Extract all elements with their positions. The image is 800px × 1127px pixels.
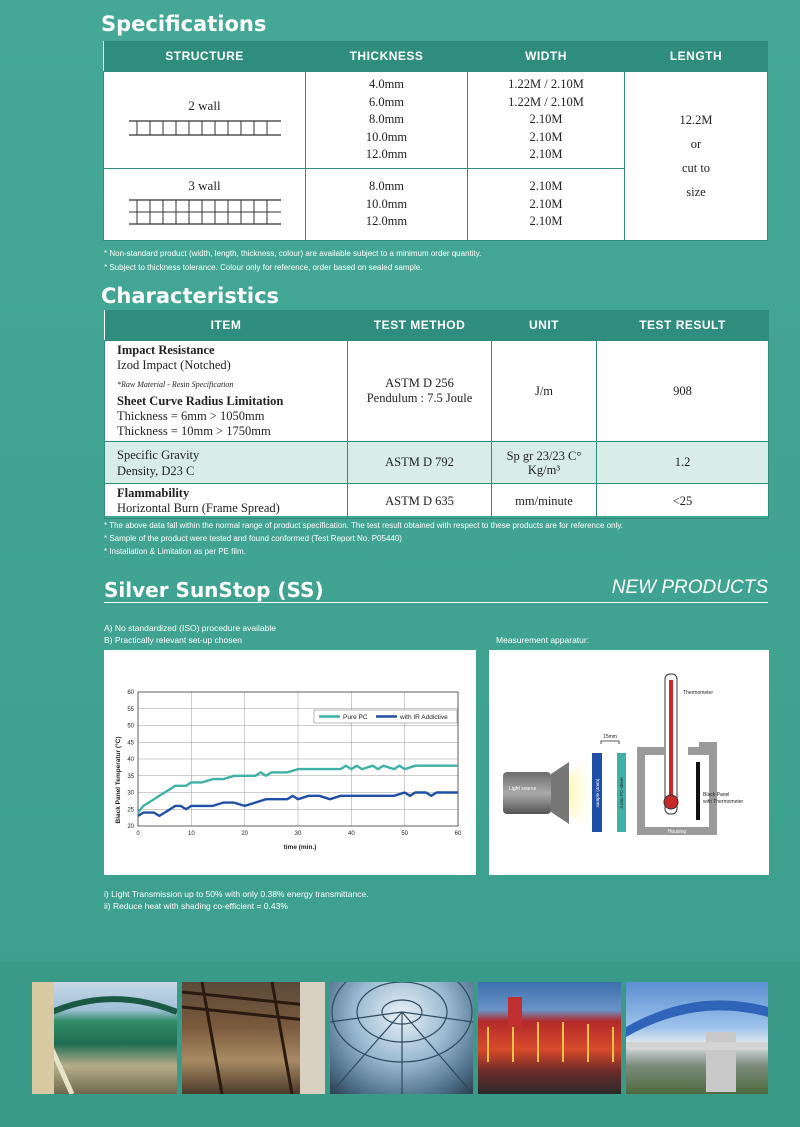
length-value: size (686, 185, 706, 199)
method-value: ASTM D 256 (385, 376, 454, 390)
char-note-2: * Sample of the product were tested and found conformed (Test Report No. P05440) (104, 534, 402, 543)
section-divider (104, 602, 768, 603)
thickness-value: 6.0mm (368, 94, 405, 109)
silver-sunstop-title: Silver SunStop (SS) (104, 578, 324, 602)
width-value: 1.22M / 2.10M (508, 94, 584, 109)
project-photo-strip (32, 982, 768, 1094)
header-item: ITEM (105, 310, 348, 341)
header-test-method: TEST METHOD (348, 310, 492, 341)
width-value: 1.22M / 2.10M (508, 77, 584, 92)
y-tick-label: 20 (127, 824, 134, 830)
black-panel-label-2: with Thermometer (703, 799, 744, 805)
temperature-chart (104, 650, 476, 875)
photo-overpass (626, 982, 768, 1094)
legend-ir-additive: with IR Addictive (400, 714, 448, 721)
flammability-sub: Horizontal Burn (Frame Spread) (117, 501, 280, 515)
width-2wall (468, 72, 625, 169)
thickness-value: 12.0mm (365, 147, 408, 162)
thickness-value: 12.0mm (365, 214, 408, 229)
photo-storefront (478, 982, 621, 1094)
gap-label: 15mm (603, 734, 617, 740)
curve-radius-title: Sheet Curve Radius Limitation (117, 394, 284, 408)
unit-flammability: mm/minute (492, 484, 597, 519)
black-panel (696, 762, 700, 820)
light-source-icon (503, 762, 569, 824)
length-value: or (690, 137, 702, 151)
structure-3wall-label: 3 wall (188, 178, 221, 193)
photo-canopy-walkway (32, 982, 177, 1094)
curve-radius-10mm: Thickness = 10mm > 1750mm (117, 424, 271, 438)
light-source-label: Light source (509, 786, 537, 792)
width-value: 2.10M (529, 196, 563, 211)
result-gravity: 1.2 (597, 442, 769, 484)
method-gravity: ASTM D 792 (348, 442, 492, 484)
x-tick-label: 0 (136, 831, 140, 837)
y-tick-label: 40 (127, 757, 134, 763)
width-value: 2.10M (529, 214, 563, 229)
x-tick-label: 40 (347, 831, 355, 837)
unit-gravity (492, 442, 597, 484)
x-tick-label: 10 (187, 831, 195, 837)
width-value: 2.10M (529, 179, 563, 194)
width-value: 2.10M (529, 112, 563, 127)
y-tick-label: 55 (127, 706, 134, 713)
header-length: LENGTH (625, 41, 768, 72)
thickness-value: 10.0mm (365, 129, 408, 144)
y-tick-label: 25 (127, 807, 134, 814)
apparatus-label: Measurement apparatur: (496, 635, 590, 645)
structure-2wall (104, 72, 306, 169)
header-width: WIDTH (468, 41, 625, 72)
spec-note-1: * Non-standard product (width, length, thickness, colour) are available subject to a minimum order quantity. (104, 249, 482, 258)
length-value: cut to (681, 161, 711, 175)
photo-dome (330, 982, 473, 1094)
structure-3wall (104, 169, 306, 241)
measurement-apparatus-diagram (489, 650, 769, 875)
thermometer-label: Thermometer (683, 690, 714, 696)
header-unit: UNIT (492, 310, 597, 341)
density-label: Density, D23 C (117, 463, 195, 478)
characteristics-table (104, 310, 769, 516)
spec-note-2: * Subject to thickness tolerance. Colour only for reference, order based on sealed sample. (104, 263, 423, 272)
width-value: 2.10M (529, 147, 563, 162)
characteristics-title: Characteristics (101, 284, 280, 308)
ss-note-b: B) Practically relevant set-up chosen (104, 635, 242, 645)
item-flammability (105, 484, 348, 519)
triple-wall-profile-icon (125, 197, 285, 227)
length-value: 12.2M (679, 113, 713, 127)
header-thickness: THICKNESS (306, 41, 468, 72)
method-value: Pendulum : 7.5 Joule (366, 391, 473, 405)
unit-value: Kg/m³ (527, 462, 561, 477)
thickness-3wall (306, 169, 468, 241)
housing-label: Housing (667, 829, 687, 835)
specifications-title: Specifications (101, 12, 267, 36)
method-impact (348, 341, 492, 442)
x-axis-label: time (min.) (283, 844, 317, 851)
y-tick-label: 30 (127, 790, 134, 797)
unit-impact: J/m (492, 341, 597, 442)
header-test-result: TEST RESULT (597, 310, 769, 341)
item-gravity (105, 442, 348, 484)
ss-footer-1: i) Light Transmission up to 50% with only 0.38% energy transmittance. (104, 889, 369, 899)
thickness-value: 8.0mm (368, 112, 405, 127)
x-tick-label: 30 (294, 831, 302, 837)
black-panel-label-1: Black Panel (703, 792, 730, 798)
specifications-table (103, 41, 768, 241)
header-structure: STRUCTURE (104, 41, 306, 72)
length-cell (625, 72, 768, 241)
result-impact: 908 (597, 341, 769, 442)
width-value: 2.10M (529, 129, 563, 144)
curve-radius-6mm: Thickness = 6mm > 1050mm (117, 409, 265, 423)
item-impact (105, 341, 348, 442)
result-flammability: <25 (597, 484, 769, 519)
width-3wall (468, 169, 625, 241)
x-tick-label: 60 (454, 831, 462, 837)
impact-resistance-sub: Izod Impact (Notched) (117, 358, 231, 372)
pc-sheet-label: 3 mm PC-sheet (619, 777, 624, 809)
temperature-chart-panel (104, 650, 476, 875)
thickness-value: 8.0mm (368, 179, 405, 194)
ss-note-a: A) No standardized (ISO) procedure available (104, 623, 276, 633)
legend-pure-pc: Pure PC (343, 714, 368, 721)
method-flammability: ASTM D 635 (348, 484, 492, 519)
chart-legend (314, 710, 457, 723)
thermometer-icon (664, 674, 678, 814)
structure-2wall-label: 2 wall (188, 98, 221, 113)
measurement-apparatus-panel (489, 650, 769, 875)
y-tick-label: 45 (127, 740, 134, 747)
twin-wall-profile-icon (125, 118, 285, 138)
thickness-value: 4.0mm (368, 77, 405, 92)
char-note-3: * Installation & Limitation as per PE film. (104, 547, 246, 556)
gap-bracket (601, 741, 619, 744)
x-tick-label: 20 (241, 831, 249, 837)
impact-resistance-title: Impact Resistance (117, 343, 215, 357)
flammability-title: Flammability (117, 486, 190, 500)
char-note-1: * The above data fall within the normal range of product specification. The test result obtained with respect to these products are for reference only. (104, 521, 623, 530)
y-axis-label: Black Panel Temperatur (°C) (115, 736, 122, 824)
new-products-label: NEW PRODUCTS (611, 577, 768, 598)
thickness-value: 10.0mm (365, 196, 408, 211)
sample-label: sample (4mm) (595, 778, 600, 808)
y-tick-label: 35 (127, 773, 134, 780)
y-tick-label: 60 (127, 690, 134, 696)
raw-material-note: *Raw Material - Resin Specification (117, 380, 234, 389)
thickness-2wall (306, 72, 468, 169)
specific-gravity-label: Specific Gravity (117, 447, 200, 462)
ss-footer-2: ii) Reduce heat with shading co-efficient = 0.43% (104, 901, 288, 911)
y-tick-label: 50 (127, 723, 134, 730)
photo-pergola (182, 982, 325, 1094)
unit-value: Sp gr 23/23 C° (506, 448, 582, 463)
x-tick-label: 50 (401, 831, 409, 837)
